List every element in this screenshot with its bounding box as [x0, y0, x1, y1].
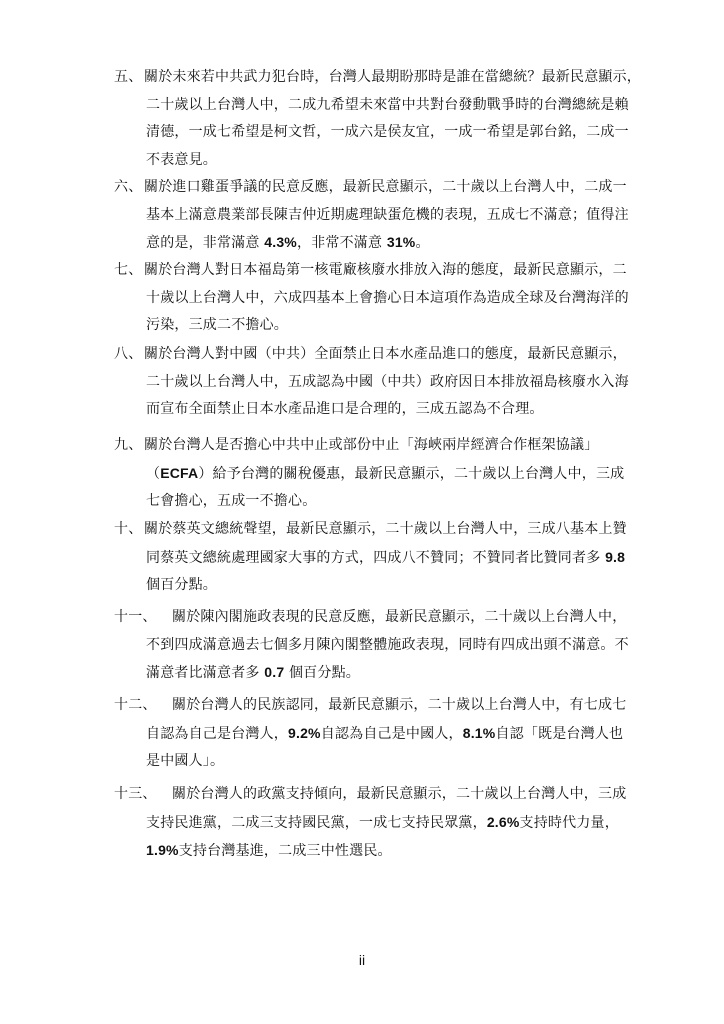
- finding-text-line: [114, 692, 652, 720]
- text-segment: （: [146, 465, 161, 482]
- finding-item: [114, 604, 652, 688]
- finding-text-line: [114, 659, 652, 688]
- figure-value: 4.3%: [264, 234, 297, 250]
- text-segment: 關於陳內閣施政表現的民意反應，最新民意顯示，二十歲以上台灣人中，: [172, 609, 627, 625]
- finding-text-line: [114, 229, 652, 258]
- finding-text-line: [114, 147, 652, 175]
- finding-text-line: [114, 516, 652, 544]
- text-segment: 滿意者比滿意者多: [146, 665, 265, 681]
- text-segment: 支持台灣基進，二成三中性選民。: [178, 843, 392, 859]
- finding-number: 八、: [114, 346, 143, 362]
- figure-value: 9.2%: [288, 724, 321, 741]
- figure-value: 9.8: [605, 548, 626, 565]
- finding-text-line: [114, 632, 652, 660]
- finding-item: [114, 64, 652, 174]
- text-segment: 意的是，非常滿意: [146, 235, 265, 251]
- text-segment: 清德，一成七希望是柯文哲，一成六是侯友宜，一成一希望是郭台銘，二成一: [146, 124, 629, 140]
- finding-item: [114, 341, 652, 424]
- text-segment: 七會擔心，五成一不擔心。: [146, 493, 317, 509]
- finding-text-line: [114, 544, 652, 573]
- text-segment: 。: [415, 235, 430, 251]
- finding-text-line: [114, 781, 652, 809]
- text-segment: 同蔡英文總統處理國家大事的方式，四成八不贊同；不贊同者比贊同者多: [146, 549, 606, 566]
- finding-number: 五、: [114, 69, 143, 85]
- finding-number: 六、: [114, 179, 143, 195]
- finding-text-line: [114, 312, 652, 340]
- text-segment: 而宣布全面禁止日本水產品進口是合理的，三成五認為不合理。: [146, 401, 544, 417]
- text-segment: 關於未來若中共武力犯台時，台灣人最期盼那時是誰在當總統？最新民意顯示，: [144, 69, 641, 85]
- finding-number: 十二、: [114, 697, 157, 713]
- finding-item: [114, 174, 652, 258]
- finding-number: 十三、: [114, 786, 157, 802]
- finding-item: [114, 692, 652, 776]
- finding-text-line: [114, 837, 652, 866]
- finding-text-line: [114, 432, 652, 460]
- text-segment: 二十歲以上台灣人中，二成九希望未來當中共對台發動戰爭時的台灣總統是賴: [146, 96, 629, 113]
- text-segment: 個百分點。: [284, 665, 360, 681]
- finding-number: 十一、: [114, 609, 157, 625]
- text-segment: 個百分點。: [146, 577, 217, 593]
- finding-text-line: [114, 604, 652, 632]
- text-segment: 自認「既是台灣人也: [495, 725, 624, 742]
- finding-text-line: [114, 257, 652, 285]
- finding-item: [114, 516, 652, 600]
- text-segment: ，非常不滿意: [296, 235, 387, 251]
- finding-text-line: [114, 92, 652, 120]
- text-segment: 基本上滿意農業部長陳吉仲近期處理缺蛋危機的表現，五成七不滿意；值得注: [146, 206, 629, 223]
- text-segment: 關於台灣人的民族認同，最新民意顯示，二十歲以上台灣人中，有七成七: [172, 697, 627, 713]
- text-segment: 不到四成滿意過去七個多月陳內閣整體施政表現，同時有四成出頭不滿意。不: [146, 636, 629, 653]
- text-segment: 不表意見。: [146, 151, 217, 168]
- text-segment: 關於台灣人對日本福島第一核電廠核廢水排放入海的態度，最新民意顯示，二: [144, 262, 627, 278]
- text-segment: 關於台灣人的政黨支持傾向，最新民意顯示，二十歲以上台灣人中，三成: [172, 786, 627, 802]
- text-segment: ）給予台灣的關稅優惠，最新民意顯示，二十歲以上台灣人中，三成: [198, 465, 625, 482]
- text-segment: 關於蔡英文總統聲望，最新民意顯示，二十歲以上台灣人中，三成八基本上贊: [144, 521, 627, 537]
- figure-value: ECFA: [160, 464, 199, 481]
- finding-text-line: [114, 174, 652, 202]
- text-segment: 關於進口雞蛋爭議的民意反應，最新民意顯示，二十歲以上台灣人中，二成一: [144, 179, 627, 195]
- finding-number: 九、: [114, 437, 143, 453]
- finding-text-line: [114, 488, 652, 516]
- finding-text-line: [114, 720, 652, 749]
- page-number: ii: [358, 952, 366, 968]
- finding-text-line: [114, 64, 652, 92]
- text-segment: 污染，三成二不擔心。: [146, 317, 288, 333]
- finding-text-line: [114, 369, 652, 397]
- figure-value: 2.6%: [486, 813, 520, 830]
- text-segment: 關於台灣人是否擔心中共中止或部份中止「海峽兩岸經濟合作框架協議」: [144, 437, 599, 453]
- finding-text-line: [114, 572, 652, 600]
- text-segment: 自認為自己是中國人，: [320, 725, 463, 742]
- finding-item: [114, 257, 652, 340]
- finding-text-line: [114, 748, 652, 776]
- figure-value: 1.9%: [146, 842, 179, 858]
- text-segment: 關於台灣人對中國（中共）全面禁止日本水產品進口的態度，最新民意顯示，: [144, 346, 627, 362]
- figure-value: 0.7: [264, 664, 285, 680]
- finding-text-line: [114, 396, 652, 424]
- figure-value: 8.1%: [462, 724, 496, 741]
- finding-text-line: [114, 202, 652, 230]
- text-segment: 是中國人」。: [146, 753, 225, 769]
- finding-text-line: [114, 341, 652, 369]
- finding-text-line: [114, 285, 652, 313]
- finding-number: 十、: [114, 521, 143, 537]
- text-segment: 二十歲以上台灣人中，五成認為中國（中共）政府因日本排放福島核廢水入海: [146, 373, 629, 390]
- finding-item: [114, 781, 652, 866]
- text-segment: 支持民進黨，二成三支持國民黨，一成七支持民眾黨，: [146, 814, 487, 831]
- text-segment: 支持時代力量，: [519, 814, 619, 831]
- finding-item: [114, 432, 652, 516]
- finding-text-line: [114, 460, 652, 489]
- finding-number: 七、: [114, 262, 143, 278]
- text-segment: 十歲以上台灣人中，六成四基本上會擔心日本這項作為造成全球及台灣海洋的: [146, 289, 629, 306]
- text-segment: 自認為自己是台灣人，: [146, 725, 288, 742]
- figure-value: 31%: [386, 234, 416, 250]
- finding-text-line: [114, 809, 652, 838]
- finding-text-line: [114, 119, 652, 147]
